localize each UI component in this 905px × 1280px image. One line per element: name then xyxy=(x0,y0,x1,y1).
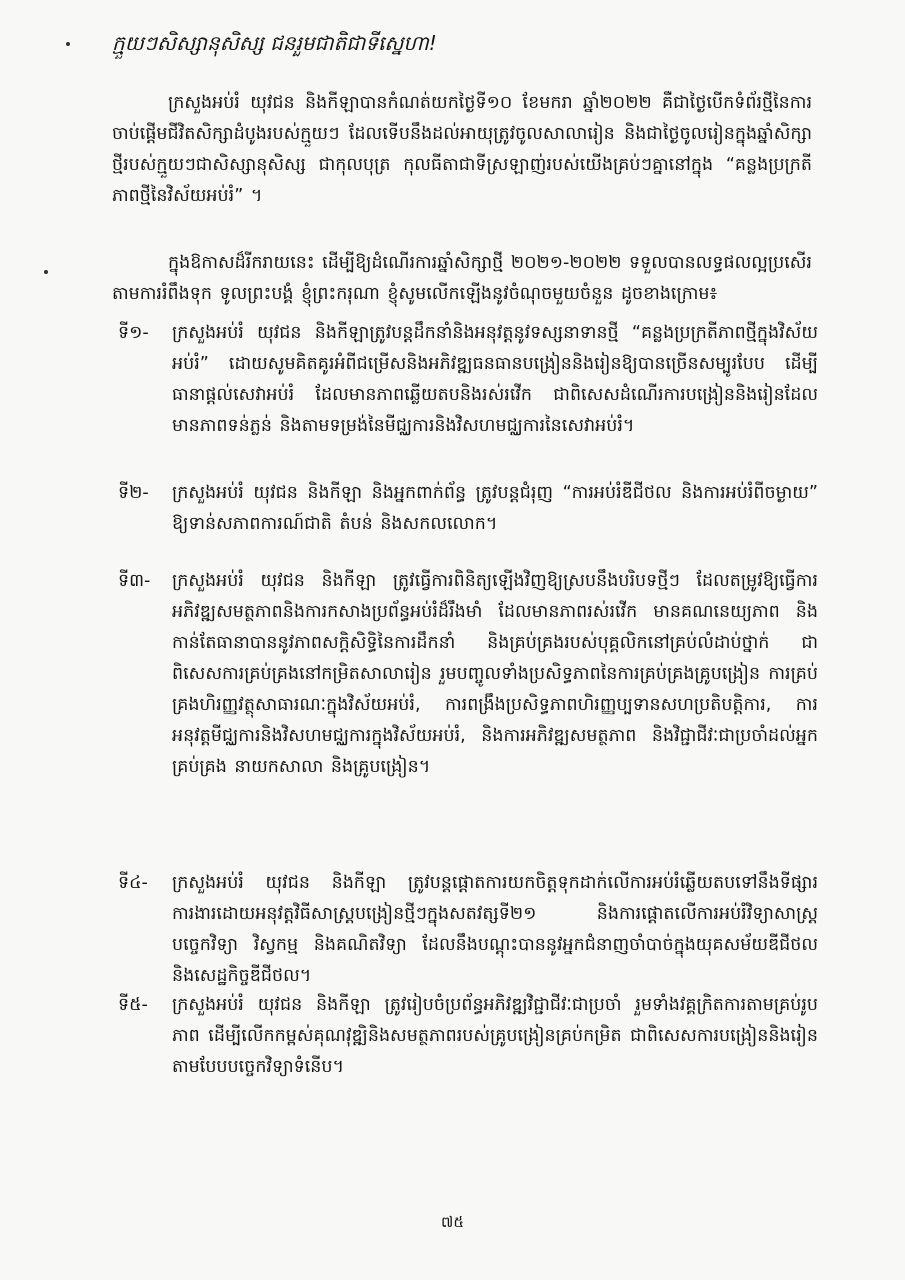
page-number: ៧៥ xyxy=(441,1213,464,1231)
point-text: ក្រសួងអប់រំ យុវជន និងកីឡា និងអ្នកពាក់ព័ន្ធ ត្រូវបន្តជំរុញ “ការអប់រំឌីជីថល និងការអប់រំពីចម្ងាយ” ឱ្យទាន់សភាពការណ៍ជាតិ តំបន់ និងសកលលោក។ xyxy=(172,483,818,534)
numbered-point-3 xyxy=(118,566,818,783)
point-text: ក្រសួងអប់រំ យុវជន និងកីឡា ត្រូវបន្តផ្តោតការយកចិត្តទុកដាក់លើការអប់រំឆ្លើយតបទៅនឹងទីផ្សារការងារដោយអនុវត្តវិធីសាស្ត្របង្រៀនថ្មីៗក្នុងសតវត្សទី២១ និងការផ្តោតលើការអប់រំវិទ្យាសាស្ត្រ បច្ចេកវិទ្យា វិស្វកម្ម និងគណិតវិទ្យា ដែលនឹងបណ្តុះបាននូវអ្នកជំនាញចាំបាច់ក្នុងយុគសម័យឌីជីថល និងសេដ្ឋកិច្ចឌីជីថល។ xyxy=(172,873,818,986)
point-number: ទី២- xyxy=(118,483,149,503)
greeting-line: ក្មួយៗសិស្សានុសិស្ស ជនរួមជាតិជាទីស្នេហា! xyxy=(112,31,437,55)
scan-speck xyxy=(44,270,48,274)
numbered-point-1 xyxy=(118,318,818,442)
numbered-point-4 xyxy=(118,868,818,992)
numbered-point-5 xyxy=(118,990,818,1083)
point-number: ទី៥- xyxy=(118,995,148,1015)
paragraph-occasion: ក្នុងឱកាសដ៏រីករាយនេះ ដើម្បីឱ្យដំណើរការឆ្នាំសិក្សាថ្មី ២០២១-២០២២ ទទួលបានលទ្ធផលល្អប្រសើរតាមការរំពឹងទុក ទូលព្រះបង្គំ ខ្ញុំព្រះករុណា ខ្ញុំសូមលើកឡើងនូវចំណុចមួយចំនួន ដូចខាងក្រោម៖ xyxy=(112,252,812,304)
scan-speck xyxy=(66,42,70,46)
numbered-point-2 xyxy=(118,478,818,540)
point-number: ទី៤- xyxy=(118,873,148,893)
point-text: ក្រសួងអប់រំ យុវជន និងកីឡាត្រូវបន្តដឹកនាំនិងអនុវត្តនូវទស្សនាទានថ្មី “គន្លងប្រក្រតីភាពថ្មីក្នុងវិស័យអប់រំ” ដោយសូមគិតគូរអំពីជម្រើសនិងអភិវឌ្ឍធនធានបង្រៀននិងរៀនឱ្យបានច្រើនសម្បូរបែប ដើម្បីធានាផ្តល់សេវាអប់រំ ដែលមានភាពឆ្លើយតបនិងរស់រវើក ជាពិសេសដំណើរការបង្រៀននិងរៀនដែលមានភាពទន់ភ្លន់ និងតាមទម្រង់នៃមីជ្ឈការនិងវិសហមជ្ឈការនៃសេវាអប់រំ។ xyxy=(172,323,818,436)
point-text: ក្រសួងអប់រំ យុវជន និងកីឡា ត្រូវរៀបចំប្រព័ន្ធអភិវឌ្ឍវិជ្ជាជីវៈជាប្រចាំ រួមទាំងវគ្គក្រិតការតាមគ្រប់រូបភាព ដើម្បីលើកកម្ពស់គុណវុឌ្ឍិនិងសមត្ថភាពរបស់គ្រូបង្រៀនគ្រប់កម្រិត ជាពិសេសការបង្រៀននិងរៀនតាមបែបបច្ចេកវិទ្យាទំនើប។ xyxy=(172,995,818,1077)
paragraph-intro: ក្រសួងអប់រំ យុវជន និងកីឡាបានកំណត់យកថ្ងៃទី១០ ខែមករា ឆ្នាំ២០២២ គឺជាថ្ងៃបើកទំព័រថ្មីនៃការចាប់ផ្តើមជីវិតសិក្សាដំបូងរបស់ក្មួយៗ ដែលទើបនឹងដល់អាយុត្រូវចូលសាលារៀន និងជាថ្ងៃចូលរៀនក្នុងឆ្នាំសិក្សាថ្មីរបស់ក្មួយៗជាសិស្សានុសិស្ស ជាកុលបុត្រ កុលធីតាជាទីស្រឡាញ់របស់យើងគ្រប់ៗគ្នានៅក្នុង “គន្លងប្រក្រតីភាពថ្មីនៃវិស័យអប់រំ” ។ xyxy=(112,92,812,206)
point-number: ទី១- xyxy=(118,323,149,343)
point-text: ក្រសួងអប់រំ យុវជន និងកីឡា ត្រូវធ្វើការពិនិត្យឡើងវិញឱ្យស្របនឹងបរិបទថ្មីៗ ដែលតម្រូវឱ្យធ្វើការអភិវឌ្ឍសមត្ថភាពនិងការកសាងប្រព័ន្ធអប់រំដ៏រឹងមាំ ដែលមានភាពរស់រវើក មានគណនេយ្យភាព និងកាន់តែធានាបាននូវភាពសក្តិសិទ្ធិនៃការដឹកនាំ និងគ្រប់គ្រងរបស់បុគ្គលិកនៅគ្រប់លំដាប់ថ្នាក់ ជាពិសេសការគ្រប់គ្រងនៅកម្រិតសាលារៀន រួមបញ្ចូលទាំងប្រសិទ្ធភាពនៃការគ្រប់គ្រងគ្រូបង្រៀន ការគ្រប់គ្រងហិរញ្ញវត្ថុសាធារណៈក្នុងវិស័យអប់រំ, ការពង្រឹងប្រសិទ្ធភាពហិរញ្ញប្បទានសហប្រតិបត្តិការ, ការអនុវត្តមីជ្ឈការនិងវិសហមជ្ឈការក្នុងវិស័យអប់រំ, និងការអភិវឌ្ឍសមត្ថភាព និងវិជ្ជាជីវៈជាប្រចាំដល់អ្នកគ្រប់គ្រង នាយកសាលា និងគ្រូបង្រៀន។ xyxy=(172,571,818,777)
point-number: ទី៣- xyxy=(118,571,151,591)
